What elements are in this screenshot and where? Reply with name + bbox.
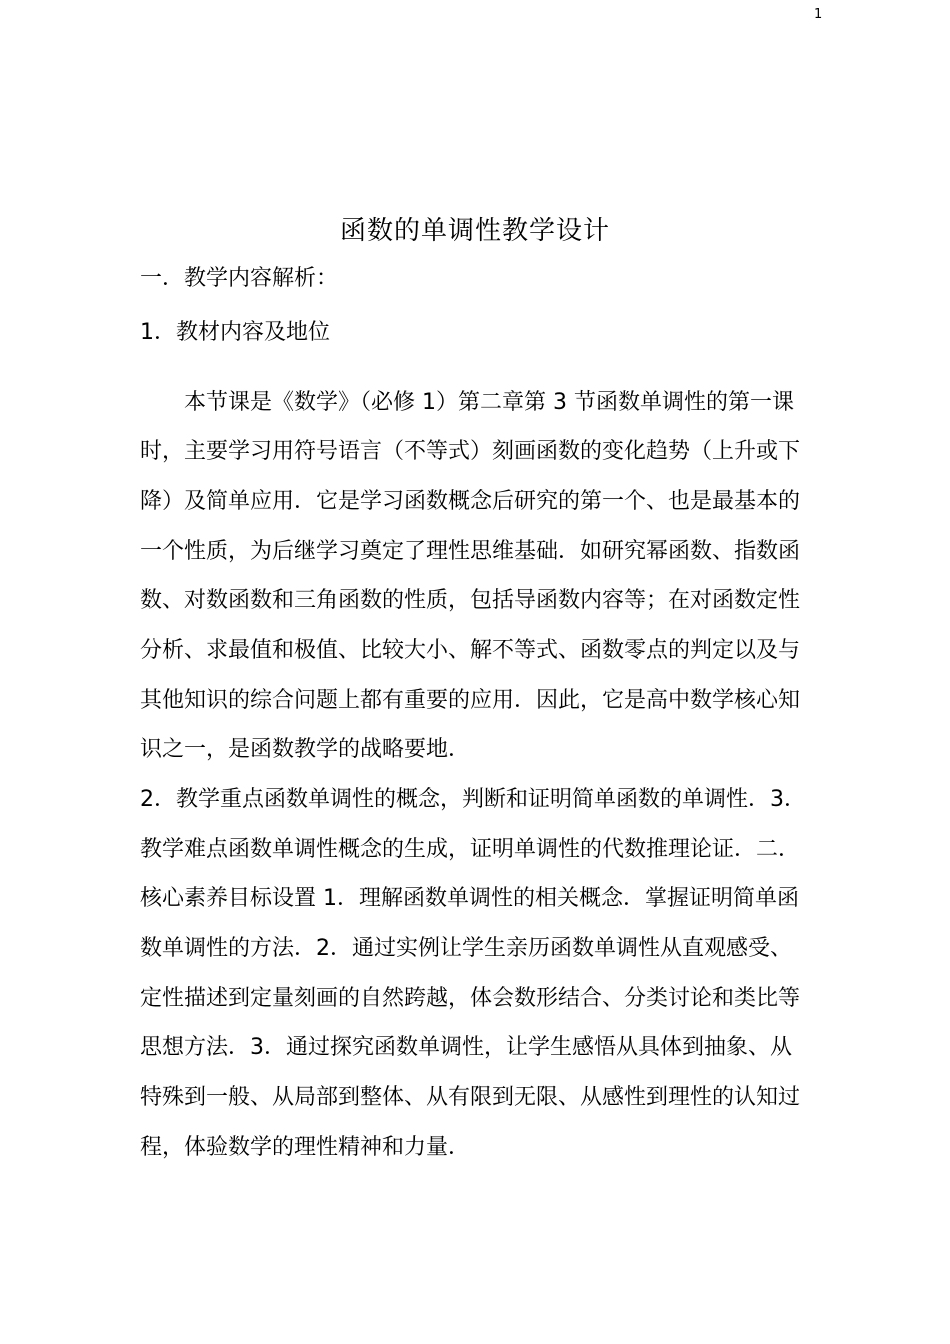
subsection-heading-textbook-position: 1．教材内容及地位	[140, 320, 330, 345]
paragraph-line: 教学难点函数单调性概念的生成，证明单调性的代数推理论证．二．	[140, 837, 801, 862]
paragraph-line: 数、对数函数和三角函数的性质，包括导函数内容等；在对函数定性	[140, 588, 801, 613]
paragraph-line: 特殊到一般、从局部到整体、从有限到无限、从感性到理性的认知过	[140, 1085, 801, 1110]
page-number: 1	[814, 7, 823, 22]
paragraph-line: 数单调性的方法．2．通过实例让学生亲历函数单调性从直观感受、	[140, 936, 792, 961]
paragraph-line: 思想方法．3．通过探究函数单调性，让学生感悟从具体到抽象、从	[140, 1035, 792, 1060]
section-heading-teaching-content: 一．教学内容解析：	[140, 266, 339, 291]
paragraph-line: 本节课是《数学》（必修 1）第二章第 3 节函数单调性的第一课	[184, 390, 794, 415]
paragraph-line: 其他知识的综合问题上都有重要的应用．因此，它是高中数学核心知	[140, 688, 801, 713]
paragraph-line: 时，主要学习用符号语言（不等式）刻画函数的变化趋势（上升或下	[140, 439, 801, 464]
paragraph-line: 核心素养目标设置 1．理解函数单调性的相关概念．掌握证明简单函	[140, 886, 799, 911]
paragraph-line: 2．教学重点函数单调性的概念，判断和证明简单函数的单调性．3．	[140, 787, 806, 812]
paragraph-line: 一个性质，为后继学习奠定了理性思维基础．如研究幂函数、指数函	[140, 539, 801, 564]
paragraph-line: 识之一，是函数教学的战略要地．	[140, 737, 471, 762]
paragraph-line: 降）及简单应用．它是学习函数概念后研究的第一个、也是最基本的	[140, 489, 801, 514]
document-title: 函数的单调性教学设计	[339, 216, 610, 246]
paragraph-line: 程，体验数学的理性精神和力量．	[140, 1135, 471, 1160]
paragraph-line: 定性描述到定量刻画的自然跨越，体会数形结合、分类讨论和类比等	[140, 986, 801, 1011]
paragraph-line: 分析、求最值和极值、比较大小、解不等式、函数零点的判定以及与	[140, 638, 801, 663]
